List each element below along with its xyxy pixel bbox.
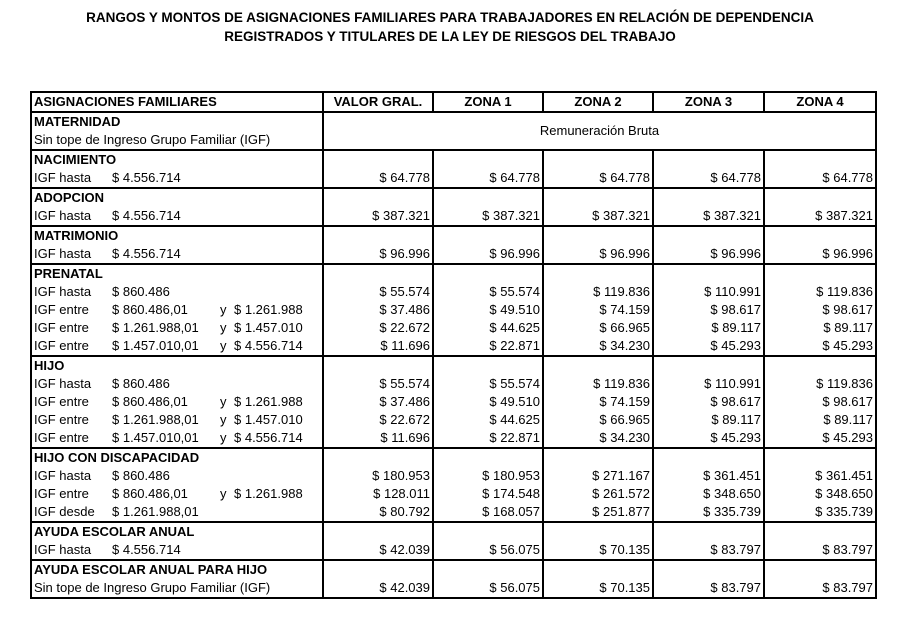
page-subtitle: REGISTRADOS Y TITULARES DE LA LEY DE RIESGOS DEL TRABAJO <box>224 29 676 44</box>
value-cell: $ 251.877 <box>543 503 653 522</box>
empty-cell <box>543 522 653 541</box>
empty-cell <box>543 150 653 169</box>
table-row <box>31 337 876 356</box>
value-cell: $ 335.739 <box>653 503 764 522</box>
empty-cell <box>653 356 764 375</box>
value-cell: $ 45.293 <box>764 429 876 448</box>
value-cell: $ 55.574 <box>433 283 543 301</box>
igf-amount-from: $ 1.457.010,01 <box>112 338 199 353</box>
igf-prefix: IGF entre <box>34 302 89 317</box>
igf-amount-from: $ 4.556.714 <box>112 542 181 557</box>
empty-cell <box>653 150 764 169</box>
row-label <box>31 375 323 393</box>
row-label <box>31 411 323 429</box>
connector-y: y <box>220 486 227 501</box>
row-label <box>31 301 323 319</box>
value-cell: $ 83.797 <box>764 541 876 560</box>
section-title: MATERNIDAD <box>31 112 323 131</box>
merged-cell: Remuneración Bruta <box>323 112 876 150</box>
empty-cell <box>543 264 653 283</box>
igf-amount-from: $ 860.486,01 <box>112 302 188 317</box>
empty-cell <box>764 522 876 541</box>
empty-cell <box>433 522 543 541</box>
value-cell: $ 119.836 <box>764 283 876 301</box>
empty-cell <box>323 188 433 207</box>
section-title: AYUDA ESCOLAR ANUAL <box>31 522 323 541</box>
value-cell: $ 22.672 <box>323 411 433 429</box>
section-row-nacimiento <box>31 150 876 169</box>
value-cell: $ 64.778 <box>764 169 876 188</box>
row-label <box>31 393 323 411</box>
value-cell: $ 387.321 <box>323 207 433 226</box>
empty-cell <box>653 264 764 283</box>
table-row <box>31 207 876 226</box>
column-header: ASIGNACIONES FAMILIARES <box>31 92 323 112</box>
value-cell: $ 271.167 <box>543 467 653 485</box>
igf-prefix: IGF desde <box>34 504 95 519</box>
empty-cell <box>323 226 433 245</box>
igf-prefix: IGF entre <box>34 338 89 353</box>
table-row <box>31 411 876 429</box>
empty-cell <box>653 560 764 579</box>
empty-cell <box>764 448 876 467</box>
value-cell: $ 98.617 <box>764 301 876 319</box>
page-title: RANGOS Y MONTOS DE ASIGNACIONES FAMILIARES PARA TRABAJADORES EN RELACIÓN DE DEPENDENCIA <box>86 10 814 25</box>
igf-amount-to: $ 1.261.988 <box>234 302 303 317</box>
empty-cell <box>323 264 433 283</box>
empty-cell <box>433 188 543 207</box>
row-label <box>31 467 323 485</box>
row-label <box>31 169 323 188</box>
table-row <box>31 169 876 188</box>
section-title: HIJO CON DISCAPACIDAD <box>31 448 323 467</box>
igf-amount-from: $ 860.486 <box>112 284 170 299</box>
value-cell: $ 119.836 <box>543 283 653 301</box>
table-row <box>31 429 876 448</box>
igf-prefix: IGF hasta <box>34 170 92 185</box>
value-cell: $ 44.625 <box>433 411 543 429</box>
empty-cell <box>764 150 876 169</box>
igf-amount-to: $ 1.261.988 <box>234 486 303 501</box>
empty-cell <box>433 226 543 245</box>
value-cell: $ 98.617 <box>653 301 764 319</box>
row-label <box>31 429 323 448</box>
empty-cell <box>433 560 543 579</box>
table-row <box>31 393 876 411</box>
igf-prefix: IGF hasta <box>34 284 92 299</box>
table-row <box>31 319 876 337</box>
igf-prefix: IGF hasta <box>34 468 92 483</box>
igf-prefix: IGF hasta <box>34 246 92 261</box>
igf-prefix: IGF hasta <box>34 376 92 391</box>
value-cell: $ 335.739 <box>764 503 876 522</box>
empty-cell <box>323 150 433 169</box>
empty-cell <box>323 356 433 375</box>
igf-amount-from: $ 1.261.988,01 <box>112 320 199 335</box>
table-row <box>31 301 876 319</box>
value-cell: $ 387.321 <box>543 207 653 226</box>
table-row <box>31 375 876 393</box>
igf-amount-from: $ 1.261.988,01 <box>112 412 199 427</box>
empty-cell <box>433 448 543 467</box>
value-cell: $ 22.871 <box>433 337 543 356</box>
igf-prefix: IGF hasta <box>34 542 92 557</box>
value-cell: $ 66.965 <box>543 319 653 337</box>
igf-amount-from: $ 860.486 <box>112 376 170 391</box>
empty-cell <box>433 264 543 283</box>
table-header-row <box>31 92 876 112</box>
value-cell: $ 70.135 <box>543 541 653 560</box>
row-label <box>31 245 323 264</box>
section-row-maternidad <box>31 112 876 131</box>
section-row-discapacidad <box>31 448 876 467</box>
empty-cell <box>543 226 653 245</box>
value-cell: $ 45.293 <box>653 429 764 448</box>
value-cell: $ 64.778 <box>433 169 543 188</box>
section-row-adopcion <box>31 188 876 207</box>
value-cell: $ 64.778 <box>653 169 764 188</box>
value-cell: $ 74.159 <box>543 301 653 319</box>
connector-y: y <box>220 338 227 353</box>
igf-prefix: IGF entre <box>34 430 89 445</box>
igf-amount-to: $ 1.457.010 <box>234 320 303 335</box>
section-title: MATRIMONIO <box>31 226 323 245</box>
value-cell: $ 49.510 <box>433 301 543 319</box>
value-cell: $ 361.451 <box>764 467 876 485</box>
table-row <box>31 467 876 485</box>
igf-amount-from: $ 1.457.010,01 <box>112 430 199 445</box>
empty-cell <box>764 264 876 283</box>
value-cell: $ 348.650 <box>764 485 876 503</box>
value-cell: $ 348.650 <box>653 485 764 503</box>
value-cell: $ 34.230 <box>543 429 653 448</box>
empty-cell <box>653 188 764 207</box>
empty-cell <box>543 188 653 207</box>
value-cell: $ 66.965 <box>543 411 653 429</box>
value-cell: $ 361.451 <box>653 467 764 485</box>
value-cell: $ 64.778 <box>323 169 433 188</box>
section-row-hijo <box>31 356 876 375</box>
value-cell: $ 42.039 <box>323 579 433 598</box>
empty-cell <box>764 560 876 579</box>
empty-cell <box>433 150 543 169</box>
igf-amount-from: $ 1.261.988,01 <box>112 504 199 519</box>
value-cell: $ 110.991 <box>653 375 764 393</box>
column-header: ZONA 4 <box>764 92 876 112</box>
igf-prefix: IGF entre <box>34 412 89 427</box>
igf-amount-to: $ 1.261.988 <box>234 394 303 409</box>
section-title: ADOPCION <box>31 188 323 207</box>
igf-prefix: IGF entre <box>34 394 89 409</box>
value-cell: $ 96.996 <box>653 245 764 264</box>
section-title: NACIMIENTO <box>31 150 323 169</box>
value-cell: $ 96.996 <box>433 245 543 264</box>
empty-cell <box>764 226 876 245</box>
section-row-matrimonio <box>31 226 876 245</box>
row-label: Sin tope de Ingreso Grupo Familiar (IGF) <box>31 131 323 150</box>
section-row-prenatal <box>31 264 876 283</box>
value-cell: $ 45.293 <box>764 337 876 356</box>
empty-cell <box>764 188 876 207</box>
row-label <box>31 207 323 226</box>
value-cell: $ 387.321 <box>653 207 764 226</box>
value-cell: $ 83.797 <box>764 579 876 598</box>
value-cell: $ 49.510 <box>433 393 543 411</box>
table-row <box>31 485 876 503</box>
value-cell: $ 74.159 <box>543 393 653 411</box>
empty-cell <box>433 356 543 375</box>
connector-y: y <box>220 302 227 317</box>
value-cell: $ 119.836 <box>764 375 876 393</box>
empty-cell <box>543 448 653 467</box>
column-header: ZONA 2 <box>543 92 653 112</box>
value-cell: $ 55.574 <box>433 375 543 393</box>
value-cell: $ 22.871 <box>433 429 543 448</box>
row-label <box>31 503 323 522</box>
igf-prefix: IGF entre <box>34 486 89 501</box>
igf-amount-from: $ 4.556.714 <box>112 246 181 261</box>
column-header: ZONA 1 <box>433 92 543 112</box>
igf-prefix: IGF entre <box>34 320 89 335</box>
table-row <box>31 283 876 301</box>
igf-amount-to: $ 4.556.714 <box>234 338 303 353</box>
value-cell: $ 261.572 <box>543 485 653 503</box>
empty-cell <box>653 448 764 467</box>
row-label: Sin tope de Ingreso Grupo Familiar (IGF) <box>31 579 323 598</box>
value-cell: $ 37.486 <box>323 393 433 411</box>
value-cell: $ 70.135 <box>543 579 653 598</box>
igf-amount-from: $ 4.556.714 <box>112 208 181 223</box>
value-cell: $ 96.996 <box>323 245 433 264</box>
connector-y: y <box>220 394 227 409</box>
igf-amount-from: $ 860.486,01 <box>112 486 188 501</box>
value-cell: $ 45.293 <box>653 337 764 356</box>
empty-cell <box>653 226 764 245</box>
value-cell: $ 44.625 <box>433 319 543 337</box>
value-cell: $ 168.057 <box>433 503 543 522</box>
value-cell: $ 128.011 <box>323 485 433 503</box>
igf-amount-from: $ 4.556.714 <box>112 170 181 185</box>
table-row <box>31 541 876 560</box>
igf-amount-from: $ 860.486,01 <box>112 394 188 409</box>
empty-cell <box>323 560 433 579</box>
empty-cell <box>764 356 876 375</box>
igf-amount-to: $ 4.556.714 <box>234 430 303 445</box>
row-label <box>31 283 323 301</box>
column-header: VALOR GRAL. <box>323 92 433 112</box>
value-cell: $ 83.797 <box>653 541 764 560</box>
value-cell: $ 22.672 <box>323 319 433 337</box>
value-cell: $ 119.836 <box>543 375 653 393</box>
value-cell: $ 387.321 <box>764 207 876 226</box>
table-row <box>31 503 876 522</box>
value-cell: $ 56.075 <box>433 541 543 560</box>
connector-y: y <box>220 320 227 335</box>
value-cell: $ 11.696 <box>323 429 433 448</box>
value-cell: $ 110.991 <box>653 283 764 301</box>
value-cell: $ 96.996 <box>764 245 876 264</box>
value-cell: $ 80.792 <box>323 503 433 522</box>
value-cell: $ 34.230 <box>543 337 653 356</box>
value-cell: $ 180.953 <box>433 467 543 485</box>
row-label <box>31 485 323 503</box>
value-cell: $ 89.117 <box>653 411 764 429</box>
value-cell: $ 180.953 <box>323 467 433 485</box>
value-cell: $ 83.797 <box>653 579 764 598</box>
igf-prefix: IGF hasta <box>34 208 92 223</box>
value-cell: $ 55.574 <box>323 375 433 393</box>
value-cell: $ 174.548 <box>433 485 543 503</box>
connector-y: y <box>220 430 227 445</box>
allowances-table <box>30 91 877 599</box>
value-cell: $ 89.117 <box>764 319 876 337</box>
empty-cell <box>323 448 433 467</box>
value-cell: $ 37.486 <box>323 301 433 319</box>
igf-amount-from: $ 860.486 <box>112 468 170 483</box>
table-row <box>31 245 876 264</box>
section-title: PRENATAL <box>31 264 323 283</box>
connector-y: y <box>220 412 227 427</box>
value-cell: $ 64.778 <box>543 169 653 188</box>
section-title: AYUDA ESCOLAR ANUAL PARA HIJO <box>31 560 323 579</box>
row-label <box>31 541 323 560</box>
empty-cell <box>543 356 653 375</box>
empty-cell <box>653 522 764 541</box>
section-row-escolar-hijo <box>31 560 876 579</box>
value-cell: $ 56.075 <box>433 579 543 598</box>
value-cell: $ 42.039 <box>323 541 433 560</box>
empty-cell <box>543 560 653 579</box>
value-cell: $ 55.574 <box>323 283 433 301</box>
value-cell: $ 11.696 <box>323 337 433 356</box>
table-row <box>31 579 876 598</box>
value-cell: $ 96.996 <box>543 245 653 264</box>
section-row-escolar <box>31 522 876 541</box>
section-title: HIJO <box>31 356 323 375</box>
row-label <box>31 337 323 356</box>
igf-amount-to: $ 1.457.010 <box>234 412 303 427</box>
value-cell: $ 89.117 <box>764 411 876 429</box>
empty-cell <box>323 522 433 541</box>
value-cell: $ 98.617 <box>653 393 764 411</box>
value-cell: $ 98.617 <box>764 393 876 411</box>
value-cell: $ 387.321 <box>433 207 543 226</box>
row-label <box>31 319 323 337</box>
value-cell: $ 89.117 <box>653 319 764 337</box>
column-header: ZONA 3 <box>653 92 764 112</box>
